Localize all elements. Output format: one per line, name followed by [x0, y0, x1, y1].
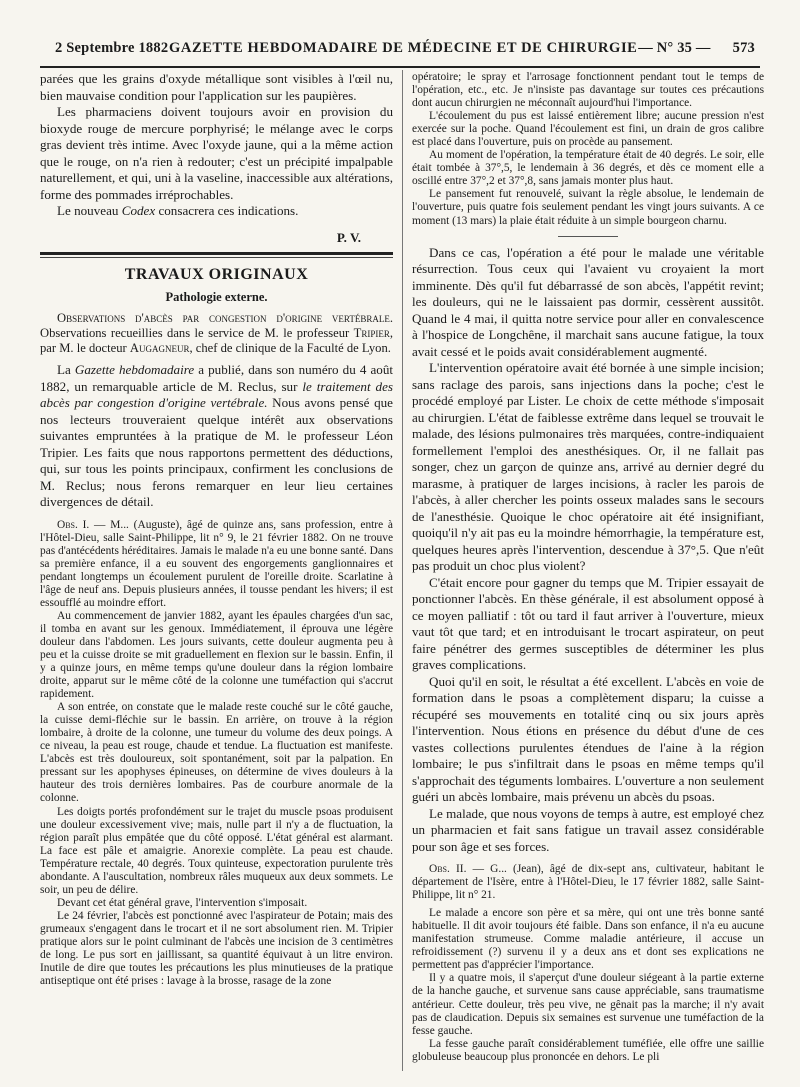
- paragraph: Le malade a encore son père et sa mère, qui ont une très bonne santé habituelle. Il dit avoir toujours été faible. Dans son enfance, il n'a eu aucune manifestation strumeuse. Comme maladie antérieure, il accuse un refroidissement (?) survenu il y a deux ans et dont ses explications ne permettent pas d'apprécier l'importance.: [412, 907, 764, 972]
- text-run: — M... (Auguste), âgé de quinze ans, sans profession, entre à l'Hôtel-Dieu, salle Saint-Philippe, lit n° 9, le 21 février 1882. On ne trouve pas d'antécédents héréditaires. Jamais le malade n'a eu une bonne santé. Dans sa première enfance, il a eu souvent des engorgements ganglionnaires et pendant longtemps un écoulement purulent de l'oreille droite. Scarlatine à l'âge de neuf ans. Depuis plusieurs années, il tousse pendant les hivers; il est essoufflé au moindre effort.: [40, 518, 393, 609]
- journal-title: GAZETTE HEBDOMADAIRE DE MÉDECINE ET DE CHIRURGIE: [169, 40, 638, 56]
- italic-run: Codex: [121, 203, 156, 218]
- paragraph: Les doigts portés profondément sur le trajet du muscle psoas produisent une douleur excessivement vive; mais, nulle part il n'y a de fluctuation, la région paraît plus empâtée que du côté opposé. L'état général est alarmant. La face est pâle et amaigrie. Anorexie complète. La peau est chaude. Température rectale, 40 degrés. Toux quinteuse, expectoration purulente très abondante. A l'auscultation, nombreux râles muqueux aux deux sommets. Le soir, un peu de délire.: [40, 805, 393, 896]
- page-number: 573: [732, 40, 755, 56]
- header-right: [638, 40, 755, 57]
- author-name: Augagneur: [129, 341, 190, 355]
- issue-number: — N° 35 —: [638, 40, 711, 56]
- paragraph: [412, 863, 764, 902]
- text-run: La: [57, 362, 75, 377]
- right-column: [412, 71, 764, 1073]
- section-rule: [40, 252, 393, 255]
- column-divider: [402, 70, 403, 1071]
- paragraph: Le malade, que nous voyons de temps à autre, est employé chez un pharmacien et fait sans fatigue un travail assez considérable pour son âge et ses forces.: [412, 805, 764, 854]
- paragraph: Dans ce cas, l'opération a été pour le malade une véritable résurrection. Tous ceux qui l'avaient vu croyaient la mort imminente. Dès qu'il fut débarrassé de son abcès, l'appétit revint; les douleurs, qui ne le laissaient pas dormir, cessèrent aussitôt. Quand le 4 mai, il quitta notre service pour aller en convalescence à l'hospice de Longchêne, il marchait sans aucune fatigue, la toux avait cessé et le poids avait considérablement augmenté.: [412, 244, 764, 359]
- article-continuation: [40, 71, 393, 246]
- discussion: [412, 245, 764, 856]
- text-run: Observations recueillies dans le service de M. le professeur: [40, 326, 354, 340]
- paragraph: parées que les grains d'oxyde métallique sont visibles à l'œil nu, bien mauvaise condition pour l'application sur les paupières.: [40, 71, 393, 103]
- paragraph: Au commencement de janvier 1882, ayant les épaules chargées d'un sac, il tomba en avant sur les genoux. Immédiatement, il éprouva une légère douleur dans l'abdomen. Les jours suivants, cette douleur augmenta peu à peu et la cuisse droite se mit graduellement en flexion sur le bassin. Enfin, il y a quinze jours, en même temps qu'une douleur dans la région lombaire droite, apparut sur le même côté de la colonne une tuméfaction qui s'accrut rapidement.: [40, 609, 393, 701]
- paragraph: Le pansement fut renouvelé, suivant la règle absolue, le lendemain de l'ouverture, puis quatre fois seulement pendant les vingt jours suivants. A ce moment (13 mars) la plaie était réduite à un simple bourgeon charnu.: [412, 188, 764, 227]
- article-title: [40, 311, 393, 356]
- author-name: Tripier: [353, 326, 390, 340]
- subsection-title: Pathologie externe.: [165, 290, 268, 304]
- paragraph: L'intervention opératoire avait été bornée à une simple incision; sans raclage des parois, sans injections dans la poche; c'est le procédé employé par Lister. Le choix de cette méthode s'imposait au chirurgien. L'état de faiblesse extrême dans lequel se trouvait le malade, des lésions pulmonaires très marquées, contre-indiquaient formellement l'emploi des anesthésiques. Or, il ne fallait pas songer, chez un garçon de quinze ans, arrivé au dernier degré du marasme, à pratiquer de larges incisions, à racler les parois de l'abcès, à aller chercher les points osseux malades sans le secours de l'anesthésie. Quoique le choc opératoire ait été insignifiant, quoiqu'il n'y ait pas eu la moindre hémorrhagie, la température est, quelques heures après l'intervention, descendue à 37°,5. Que n'eût pas produit un choc plus violent?: [412, 360, 764, 574]
- observation-label: Obs. II.: [429, 863, 467, 876]
- paragraph: [40, 519, 393, 610]
- left-column: [40, 71, 393, 1073]
- text-run: , chef de clinique de la Faculté de Lyon.: [189, 341, 391, 355]
- page-header: [55, 40, 755, 64]
- paragraph: Quoi qu'il en soit, le résultat a été excellent. L'abcès en voie de formation dans le psoas a complètement disparu; la cuisse a récupéré ses mouvements en totalité cinq ou six jours après l'intervention. Nous étions en présence du début d'une de ces vastes collections purulentes étendues de l'aine à la région lombaire; le pus s'infiltrait dans le psoas en même temps qu'il s'approchait des téguments lombaires. L'ouverture a non seulement guéri un abcès lombaire, mais prévenu un abcès du psoas.: [412, 673, 764, 805]
- separator-rule: [558, 236, 618, 237]
- paragraph: Le 24 février, l'abcès est ponctionné avec l'aspirateur de Potain; mais des grumeaux s'engagent dans le trocart et il ne sort absolument rien. M. Tripier pratique alors sur le point culminant de l'abcès une incision de 3 centimètres de long. Le pus sort en jaillissant, sa quantité équivaut à un litre environ. Inutile de dire que toutes les précautions les plus minutieuses de la pratique antiseptique ont été prises : lavage à la brosse, rasage de la zone: [40, 909, 393, 988]
- header-rule: [40, 66, 760, 68]
- text-run: Nous avons pensé que nos lecteurs trouveraient quelque intérêt aux observations suivantes empruntées à la pratique de M. le professeur Léon Tripier. Les faits que nous rapportons permettent des déductions, qui, sur tous les points principaux, confirment les conclusions de M. Reclus; nous ferons remarquer en leur lieu certaines divergences de détail.: [40, 395, 393, 509]
- paragraph: La fesse gauche paraît considérablement tuméfiée, elle offre une saillie globuleuse beaucoup plus prononcée en dehors. Le pli: [412, 1037, 764, 1063]
- paragraph: [40, 362, 393, 511]
- italic-run: le traitement des abcès par congestion d'origine vertébrale.: [40, 378, 393, 410]
- article-signature: P. V.: [336, 229, 361, 245]
- section-title: TRAVAUX ORIGINAUX: [124, 266, 309, 283]
- text-run: — G... (Jean), âgé de dix-sept ans, cultivateur, habitant le département de l'Isère, entre à l'Hôtel-Dieu, le 17 février 1882, salle Saint-Philippe, lit n° 21.: [412, 863, 764, 902]
- text-run: Le nouveau: [57, 203, 122, 218]
- section-rule-thin: [40, 257, 393, 258]
- paragraph: Les pharmaciens doivent toujours avoir en provision du bioxyde rouge de mercure porphyrisé; le mélange avec le corps gras devient très intime. Avec l'oxyde jaune, qui a la même action que le rouge, on n'a rien à redouter; c'est un précipité impalpable naturellement, et qui, uni à la vaseline, inaccessible aux altérations, forme des pommades irréprochables.: [40, 104, 393, 202]
- text-run: consacrera ces indications.: [155, 203, 299, 218]
- paragraph: opératoire; le spray et l'arrosage fonctionnent pendant tout le temps de l'opération, etc., etc. Je n'insiste pas davantage sur toutes ces précautions dont aucun chirurgien ne méconnaît aujourd'hui l'importance.: [412, 71, 764, 110]
- paragraph: C'était encore pour gagner du temps que M. Tripier essayait de ponctionner l'abcès. En thèse générale, il est absolument opposé à ce moyen palliatif : tôt ou tard il faut arriver à l'ouverture, mieux vaut tôt que tard; et en introduisant le trocart aspirateur, on peut faire pénétrer des germes susceptibles de déterminer les plus graves complications.: [412, 574, 764, 673]
- paragraph: Au moment de l'opération, la température était de 40 degrés. Le soir, elle était tombée à 37°,5, le lendemain à 36 degrés, et dès ce moment elle a oscillé entre 37°,2 et 37°,8, sans jamais monter plus haut.: [412, 149, 764, 188]
- header-date: 2 Septembre 1882: [55, 40, 169, 56]
- title-run: Observations d'abcès par congestion d'origine vertébrale.: [57, 311, 393, 325]
- paragraph: Il y a quatre mois, il s'aperçut d'une douleur siégeant à la partie externe de la hanche gauche, et survenue sans cause appréciable, sans traumatisme antérieur. Cette douleur, très peu vive, ne gênait pas la marche; il n'y avait pas de claudication. Depuis six semaines est survenue une tuméfaction de la fesse gauche.: [412, 972, 764, 1037]
- paragraph: Devant cet état général grave, l'intervention s'imposait.: [57, 896, 308, 909]
- observation-1-continued: [412, 71, 764, 228]
- paragraph: A son entrée, on constate que le malade reste couché sur le côté gauche, la cuisse demi-fléchie sur le bassin. En arrière, on trouve à la région lombaire, à droite de la colonne, une tumeur du volume des deux poings. A ce niveau, la peau est rouge, chaude et tendue. La fluctuation est manifeste. L'abcès est très douloureux, soit spontanément, soit par la palpation. En pressant sur les apophyses épineuses, on détermine de vives douleurs à la hauteur des trois dernières lombaires. Pas de courbure anormale de la colonne.: [40, 701, 393, 805]
- paragraph: L'écoulement du pus est laissé entièrement libre; aucune pression n'est exercée sur la poche. Quand l'écoulement est fini, un drain de gros calibre est placé dans l'ouverture, puis on procède au pansement.: [412, 110, 764, 149]
- observation-label: Obs. I.: [57, 518, 90, 531]
- article-body: [40, 311, 393, 511]
- spacer: [412, 855, 764, 863]
- spacer: [40, 511, 393, 519]
- text-run: , par M. le docteur: [40, 326, 393, 355]
- paragraph: [40, 203, 393, 220]
- text-run: a publié, dans son numéro du 4 août 1882, un remarquable article de M. Reclus, sur: [40, 362, 393, 394]
- italic-run: Gazette hebdomadaire: [74, 362, 195, 377]
- observation-2: [412, 863, 764, 1064]
- observation-1: [40, 519, 393, 989]
